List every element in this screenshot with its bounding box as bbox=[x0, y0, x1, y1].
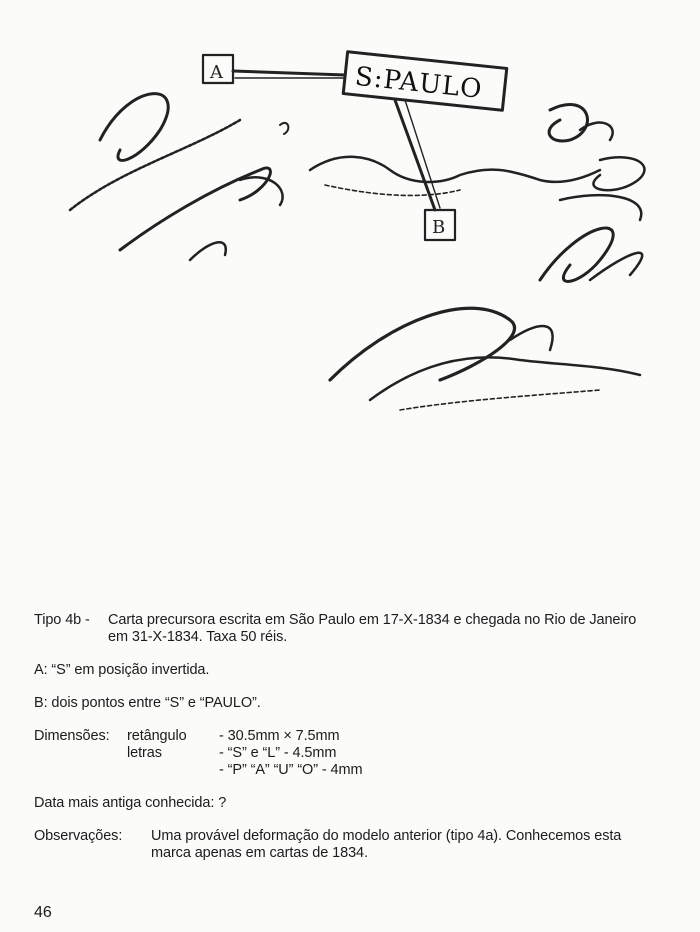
point-a: A: “S” em posição invertida. bbox=[34, 662, 210, 678]
observations-label: Observações: bbox=[34, 828, 123, 844]
dimension-key bbox=[127, 762, 219, 779]
point-b: B: dois pontos entre “S” e “PAULO”. bbox=[34, 695, 261, 711]
dimension-key: letras bbox=[127, 745, 162, 761]
dimension-key: retângulo bbox=[127, 728, 187, 744]
dimension-value: - “S” e “L” - 4.5mm bbox=[219, 745, 337, 761]
earliest-date: Data mais antiga conhecida: ? bbox=[34, 795, 227, 811]
dimension-value: - “P” “A” “U” “O” - 4mm bbox=[219, 762, 363, 778]
dimensions-block bbox=[34, 728, 644, 779]
tipo-label: Tipo 4b - bbox=[34, 612, 90, 628]
observations-block bbox=[34, 828, 644, 862]
letter-scan-illustration bbox=[40, 20, 680, 440]
stamp-text: S:PAULO bbox=[353, 61, 484, 105]
figure-caption bbox=[34, 612, 644, 862]
dimensions-table bbox=[127, 728, 362, 779]
marker-a-label: A bbox=[210, 62, 223, 83]
observations-text: Uma provável deformação do modelo anterior (tipo 4a). Conhecemos esta marca apenas em cartas de 1834. bbox=[151, 828, 622, 861]
dimension-value: - 30.5mm × 7.5mm bbox=[219, 728, 340, 744]
tipo-description: Carta precursora escrita em São Paulo em 17-X-1834 e chegada no Rio de Janeiro em 31-X-1834. Taxa 50 réis. bbox=[108, 612, 637, 645]
dimensions-label: Dimensões: bbox=[34, 728, 110, 744]
tipo-row bbox=[34, 612, 644, 646]
page-number: 46 bbox=[34, 904, 52, 921]
marker-b-label: B bbox=[432, 217, 446, 238]
handwritten-letter-image bbox=[40, 20, 680, 440]
